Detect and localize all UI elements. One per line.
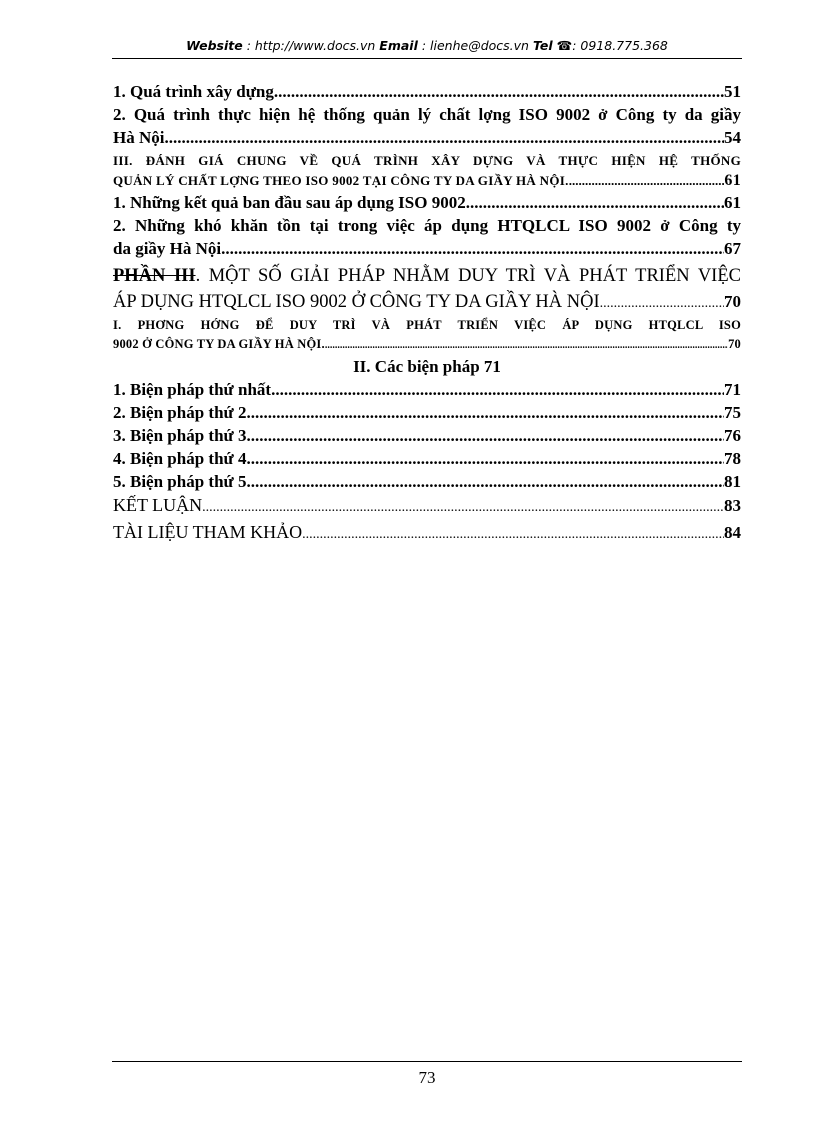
toc-entry-title-line1: I. PHƠNG HỚNG ĐỂ DUY TRÌ VÀ PHÁT TRIỂN VIỆC ÁP DỤNG HTQLCL ISO [113, 318, 741, 332]
toc-entry [113, 316, 741, 355]
toc-entry-title: TÀI LIỆU THAM KHẢO [113, 522, 303, 542]
toc-page-number: 83 [724, 496, 741, 515]
table-of-contents [113, 80, 741, 547]
toc-page-number: 84 [724, 523, 741, 542]
toc-leader-dots [225, 237, 724, 260]
toc-leader-dots [247, 447, 725, 470]
email-label: Email [379, 38, 418, 53]
toc-entry-title: KẾT LUẬN [113, 495, 203, 515]
toc-entry-title-line2: da giầy Hà Nội. [113, 239, 226, 258]
tel-value: : 0918.775.368 [572, 38, 668, 53]
toc-entry [113, 214, 741, 260]
page-header [112, 38, 742, 53]
toc-entry-title-line2: ÁP DỤNG HTQLCL ISO 9002 Ở CÔNG TY DA GIẦY HÀ NỘI [113, 292, 600, 312]
toc-page-number: 70 [724, 292, 741, 311]
toc-page-number: 61 [724, 193, 741, 212]
toc-entry-centered [113, 355, 741, 378]
toc-entry [113, 424, 741, 447]
part-label: PHẦN III [113, 266, 196, 286]
toc-page-number: 67 [724, 239, 741, 258]
toc-entry [113, 191, 741, 214]
toc-entry-title-line2: QUẢN LÝ CHẤT LỢNG THEO ISO 9002 TẠI CÔNG TY DA GIẦY HÀ NỘI. [113, 173, 569, 188]
toc-leader-dots [247, 424, 725, 447]
toc-page-number: 54 [724, 128, 741, 147]
toc-leader-dots [202, 496, 724, 520]
toc-leader-dots [325, 336, 728, 355]
toc-entry-title: 5. Biện pháp thứ 5 [113, 472, 247, 491]
toc-entry-title: 1. Biện pháp thứ nhất [113, 380, 272, 399]
toc-entry-title-line2: Hà Nội. [113, 128, 169, 147]
toc-entry-title: 4. Biện pháp thứ 4 [113, 449, 247, 468]
toc-entry [113, 401, 741, 424]
toc-page-number: 78 [724, 449, 741, 468]
toc-entry-title-line1: . MỘT SỐ GIẢI PHÁP NHẰM DUY TRÌ VÀ PHÁT TRIỂN VIỆC [195, 266, 741, 286]
footer-rule [112, 1061, 742, 1062]
page-number: 73 [418, 1068, 436, 1087]
website-label: Website [186, 38, 243, 53]
toc-leader-dots [274, 80, 724, 103]
toc-page-number: 76 [724, 426, 741, 445]
toc-entry-title: 3. Biện pháp thứ 3 [113, 426, 247, 445]
toc-entry [113, 378, 741, 401]
email-value: : lienhe@docs.vn [421, 38, 529, 53]
toc-entry [113, 264, 741, 316]
toc-entry-title: II. Các biện pháp 71 [353, 357, 501, 376]
toc-entry-title: 1. Những kết quả ban đầu sau áp dụng ISO 9002 [113, 193, 466, 212]
toc-leader-dots [271, 378, 724, 401]
toc-entry [113, 447, 741, 470]
toc-page-number: 51 [724, 82, 741, 101]
toc-page-number: 70 [728, 337, 741, 351]
phone-icon: ☎ [556, 38, 573, 53]
website-value: : http://www.docs.vn [246, 38, 376, 53]
toc-entry-title-line1: III. ĐÁNH GIÁ CHUNG VỀ QUÁ TRÌNH XÂY DỰNG VÀ THỰC HIỆN HỆ THỐNG [113, 153, 741, 168]
toc-leader-dots [600, 291, 724, 316]
header-rule [112, 58, 742, 59]
toc-leader-dots [247, 401, 725, 424]
toc-page-number: 71 [724, 380, 741, 399]
toc-entry [113, 493, 741, 520]
toc-page-number: 61 [724, 172, 741, 189]
toc-entry-title-line2: 9002 Ở CÔNG TY DA GIẦY HÀ NỘI. [113, 337, 325, 351]
toc-leader-dots [569, 171, 725, 191]
toc-entry [113, 151, 741, 191]
toc-page-number: 75 [724, 403, 741, 422]
toc-entry-title-line1: 2. Những khó khăn tồn tại trong việc áp dụng HTQLCL ISO 9002 ở Công ty [113, 216, 741, 235]
toc-leader-dots [466, 191, 724, 214]
toc-entry [113, 103, 741, 149]
tel-label: Tel [532, 38, 553, 53]
toc-page-number: 81 [724, 472, 741, 491]
toc-leader-dots [169, 126, 724, 149]
toc-leader-dots [247, 470, 725, 493]
toc-leader-dots [302, 523, 724, 547]
toc-entry [113, 470, 741, 493]
toc-entry-title: 1. Quá trình xây dựng [113, 82, 274, 101]
toc-entry-title-line1: 2. Quá trình thực hiện hệ thống quản lý chất lợng ISO 9002 ở Công ty da giầy [113, 105, 741, 124]
toc-entry-title: 2. Biện pháp thứ 2 [113, 403, 247, 422]
toc-entry [113, 80, 741, 103]
toc-entry [113, 520, 741, 547]
